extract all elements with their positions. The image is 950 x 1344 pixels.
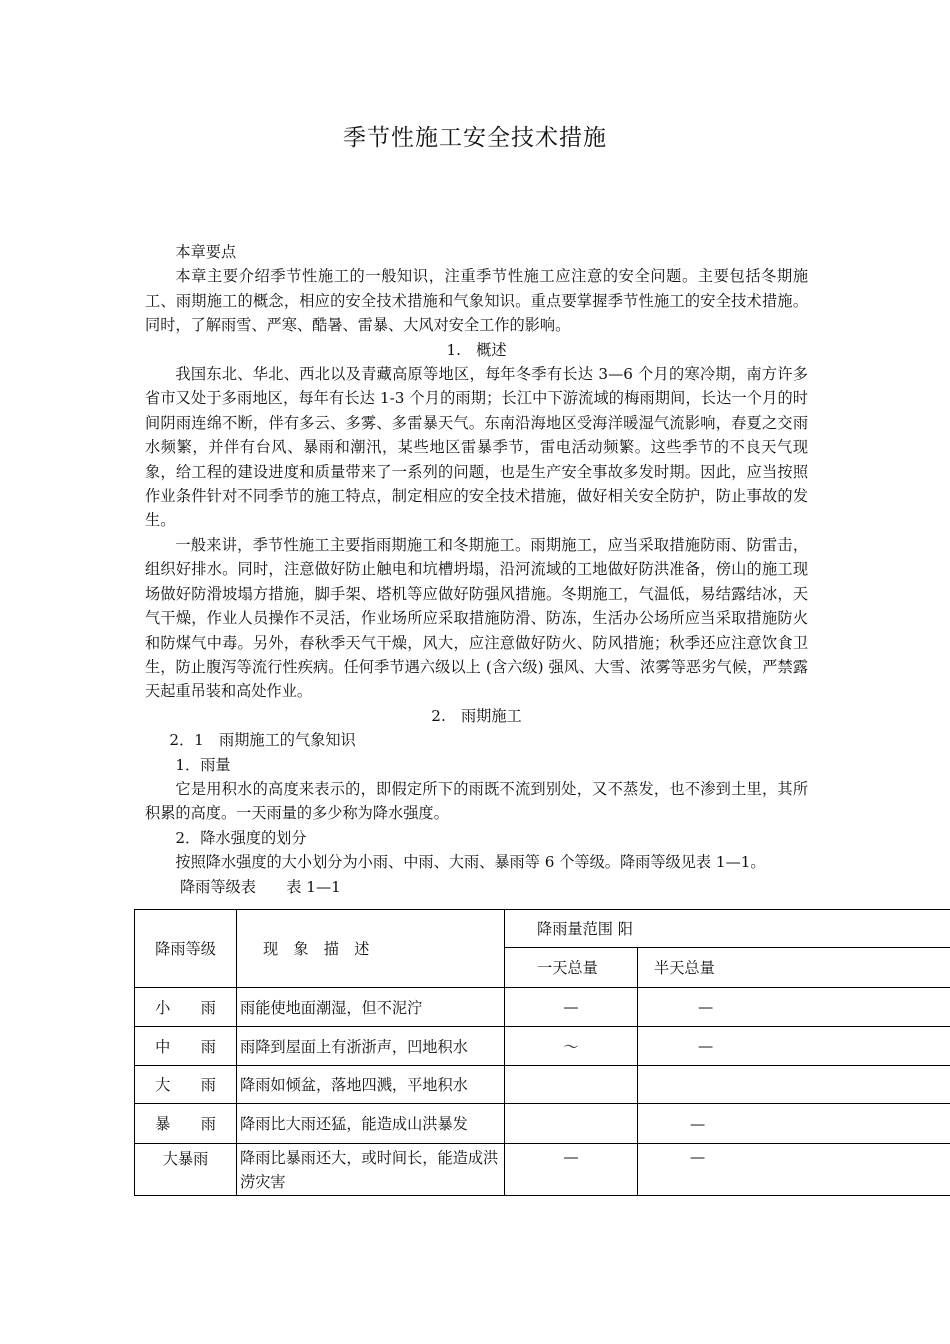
cell-description: 雨能使地面潮湿，但不泥泞 xyxy=(237,988,505,1027)
cell-half-day-total: — xyxy=(638,988,950,1027)
cell-half-day-total: — xyxy=(638,1144,950,1196)
table-row xyxy=(135,1027,950,1066)
table-row xyxy=(135,1104,950,1144)
section-heading-overview: 1. 概述 xyxy=(446,340,507,359)
header-range: 降雨量范围 阳 xyxy=(505,910,950,948)
table-header-row xyxy=(135,910,950,948)
cell-half-day-total: — xyxy=(638,1104,950,1144)
cell-half-day-total xyxy=(638,1066,950,1104)
header-day-total: 一天总量 xyxy=(505,948,638,988)
cell-grade: 中 雨 xyxy=(135,1027,237,1066)
subsection-heading-meteorology: 2．1 雨期施工的气象知识 xyxy=(169,731,356,750)
cell-grade: 小 雨 xyxy=(135,988,237,1027)
cell-grade: 暴 雨 xyxy=(135,1104,237,1144)
item-heading-intensity: 2．降水强度的划分 xyxy=(175,828,307,847)
table-caption: 降雨等级表 表 1—1 xyxy=(179,877,341,896)
cell-grade: 大暴雨 xyxy=(135,1144,237,1196)
cell-day-total xyxy=(505,1066,638,1104)
table-row xyxy=(135,1144,950,1196)
cell-day-total: ～ xyxy=(505,1027,638,1066)
item-heading-rainfall: 1．雨量 xyxy=(175,755,231,774)
cell-description: 降雨比暴雨还大，或时间长，能造成洪涝灾害 xyxy=(237,1144,505,1196)
document-body xyxy=(145,240,808,899)
paragraph-overview-seasonal: 一般来讲，季节性施工主要指雨期施工和冬期施工。雨期施工，应当采取措施防雨、防雷击，组织好排水。同时，注意做好防止触电和坑槽坍塌，沿河流域的工地做好防洪准备，傍山的施工现场做好防滑坡塌方措施，脚手架、塔机等应做好防强风措施。冬期施工，气温低，易结露结冰，天气干燥，作业人员操作不灵活，作业场所应采取措施防滑、防冻，生活办公场所应当采取措施防火和防煤气中毒。另外，春秋季天气干燥，风大，应注意做好防火、防风措施；秋季还应注意饮食卫生，防止腹泻等流行性疾病。任何季节遇六级以上 (含六级) 强风、大雪、浓雾等恶劣气候，严禁露天起重吊装和高处作业。 xyxy=(145,535,808,701)
section-heading-rainy-season: 2. 雨期施工 xyxy=(431,706,522,725)
table-row xyxy=(135,988,950,1027)
cell-half-day-total: — xyxy=(638,1027,950,1066)
cell-description: 降雨如倾盆，落地四溅，平地积水 xyxy=(237,1066,505,1104)
rainfall-grade-table xyxy=(134,909,950,1196)
cell-day-total: — xyxy=(505,988,638,1027)
header-description: 现 象 描 述 xyxy=(237,910,505,988)
header-grade: 降雨等级 xyxy=(135,910,237,988)
paragraph-rainfall-definition: 它是用积水的高度来表示的，即假定所下的雨既不流到别处，又不蒸发，也不渗到土里，其所积累的高度。一天雨量的多少称为降水强度。 xyxy=(145,779,808,823)
paragraph-overview-climate: 我国东北、华北、西北以及青藏高原等地区，每年冬季有长达 3—6 个月的寒冷期，南方许多省市又处于多雨地区，每年有长达 1-3 个月的雨期；长江中下游流域的梅雨期间，长达一个月的时间阴雨连绵不断，伴有多云、多雾、多雷暴天气。东南沿海地区受海洋暖湿气流影响，春夏之交雨水频繁，并伴有台风、暴雨和潮汛，某些地区雷暴季节，雷电活动频繁。这些季节的不良天气现象，给工程的建设进度和质量带来了一系列的问题，也是生产安全事故多发时期。因此，应当按照作业条件针对不同季节的施工特点，制定相应的安全技术措施，做好相关安全防护，防止事故的发生。 xyxy=(145,365,808,530)
cell-description: 雨降到屋面上有浙浙声，凹地积水 xyxy=(237,1027,505,1066)
cell-day-total: — xyxy=(505,1144,638,1196)
cell-description: 降雨比大雨还猛，能造成山洪暴发 xyxy=(237,1104,505,1144)
header-half-day-total: 半天总量 xyxy=(638,948,950,988)
paragraph-chapter-summary: 本章主要介绍季节性施工的一般知识，注重季节性施工应注意的安全问题。主要包括冬期施工、雨期施工的概念，相应的安全技术措施和气象知识。重点要掌握季节性施工的安全技术措施。同时，了解雨雪、严寒、酷暑、雷暴、大风对安全工作的影响。 xyxy=(145,267,808,335)
table-row xyxy=(135,1066,950,1104)
section-heading-key-points: 本章要点 xyxy=(175,243,237,261)
paragraph-intensity-grades: 按照降水强度的大小划分为小雨、中雨、大雨、暴雨等 6 个等级。降雨等级见表 1—1。 xyxy=(175,853,766,872)
page-title: 季节性施工安全技术措施 xyxy=(343,125,607,151)
cell-day-total xyxy=(505,1104,638,1144)
cell-grade: 大 雨 xyxy=(135,1066,237,1104)
